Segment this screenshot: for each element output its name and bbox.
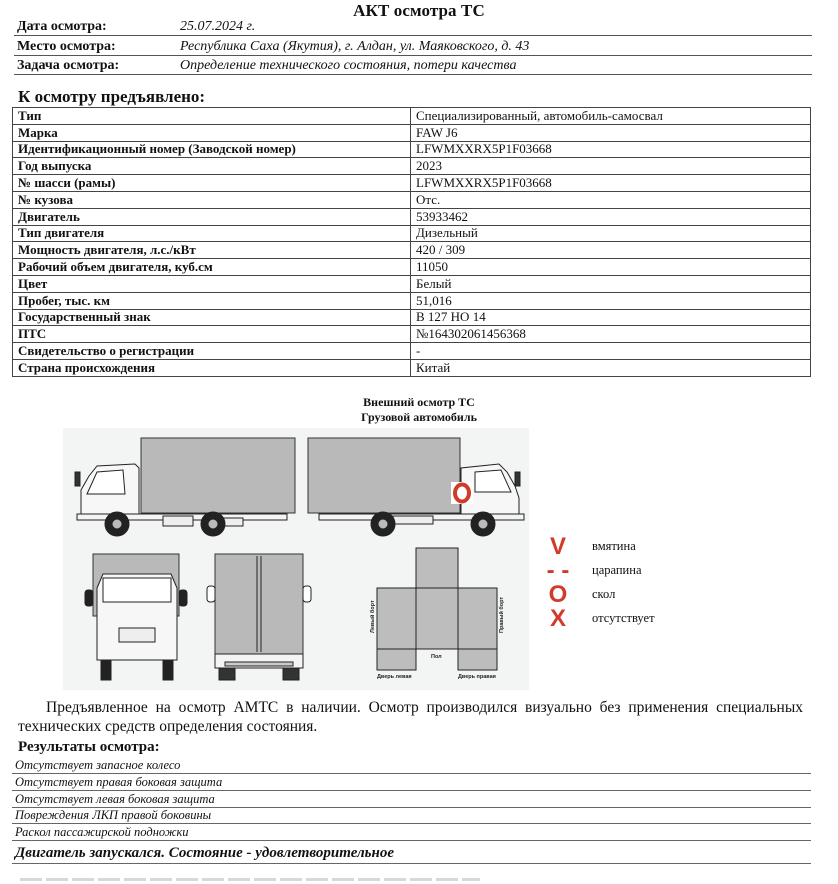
spec-row xyxy=(13,242,811,259)
dent-icon: V xyxy=(549,533,566,560)
spec-row xyxy=(13,359,811,376)
spec-value: Дизельный xyxy=(411,225,811,242)
spec-value: 53933462 xyxy=(411,208,811,225)
spec-value: В 127 НО 14 xyxy=(411,309,811,326)
spec-key: № кузова xyxy=(13,191,411,208)
spec-key: Мощность двигателя, л.с./кВт xyxy=(13,242,411,259)
spec-row xyxy=(13,191,811,208)
result-conclusion: Двигатель запускался. Состояние - удовлетворительное xyxy=(12,844,811,864)
spec-row xyxy=(13,124,811,141)
spec-value: Белый xyxy=(411,275,811,292)
meta-value: Республика Саха (Якутия), г. Алдан, ул. Маяковского, д. 43 xyxy=(180,39,530,54)
spec-value: 420 / 309 xyxy=(411,242,811,259)
scratch-icon: - - xyxy=(546,557,570,584)
panel-right-side xyxy=(458,588,497,649)
diagram-title: Внешний осмотр ТС xyxy=(363,395,475,409)
spec-row xyxy=(13,259,811,276)
result-item: Отсутствует правая боковая защита xyxy=(12,775,811,791)
spec-key: Идентификационный номер (Заводской номер) xyxy=(13,141,411,158)
spec-key: Государственный знак xyxy=(13,309,411,326)
spec-row xyxy=(13,108,811,125)
spec-key: Тип двигателя xyxy=(13,225,411,242)
spec-key: Марка xyxy=(13,124,411,141)
diagram-subtitle: Грузовой автомобиль xyxy=(361,410,477,424)
chip-icon: O xyxy=(548,581,568,608)
spec-key: № шасси (рамы) xyxy=(13,175,411,192)
legend-label: царапина xyxy=(592,563,642,577)
spec-row xyxy=(13,225,811,242)
spec-key: Двигатель xyxy=(13,208,411,225)
label-right-door: Дверь правая xyxy=(458,674,496,680)
legend-item-chip xyxy=(540,583,690,607)
spec-key: Пробег, тыс. км xyxy=(13,292,411,309)
label-right-side: Правый борт xyxy=(499,596,505,633)
spec-value: Специализированный, автомобиль-самосвал xyxy=(411,108,811,125)
spec-value: LFWMXXRX5P1F03668 xyxy=(411,175,811,192)
legend-item-scratch xyxy=(540,559,690,583)
spec-value: №164302061456368 xyxy=(411,326,811,343)
result-item: Отсутствует запасное колесо xyxy=(12,758,811,774)
truck-front-view xyxy=(85,554,187,680)
spec-row xyxy=(13,275,811,292)
panel-left-door xyxy=(377,649,416,670)
spec-row xyxy=(13,175,811,192)
spec-value: 2023 xyxy=(411,158,811,175)
legend-item-missing xyxy=(540,607,690,631)
truck-left-side-view xyxy=(75,438,295,536)
result-item: Отсутствует левая боковая защита xyxy=(12,792,811,808)
meta-label: Дата осмотра: xyxy=(17,19,107,34)
spec-value: Китай xyxy=(411,359,811,376)
spec-value: - xyxy=(411,343,811,360)
legend-label: вмятина xyxy=(592,539,636,553)
vehicle-specs-table xyxy=(12,107,811,377)
spec-key: Год выпуска xyxy=(13,158,411,175)
missing-icon: X xyxy=(549,605,566,632)
panel-floor xyxy=(416,588,458,649)
cargo-body-unfolded xyxy=(377,548,497,670)
spec-row xyxy=(13,326,811,343)
label-floor: Пол xyxy=(431,654,442,660)
meta-label: Место осмотра: xyxy=(17,39,116,54)
spec-row xyxy=(13,208,811,225)
label-left-door: Дверь левая xyxy=(377,674,412,680)
result-item: Повреждения ЛКП правой боковины xyxy=(12,808,811,824)
spec-row xyxy=(13,292,811,309)
panel-front xyxy=(416,548,458,588)
spec-row xyxy=(13,309,811,326)
spec-row xyxy=(13,158,811,175)
truck-inspection-diagram xyxy=(63,428,529,690)
cut-off-text-line xyxy=(20,878,480,881)
panel-right-door xyxy=(458,649,497,670)
presented-heading: К осмотру предъявлено: xyxy=(18,87,206,106)
spec-value: 51,016 xyxy=(411,292,811,309)
spec-key: Тип xyxy=(13,108,411,125)
spec-row xyxy=(13,343,811,360)
inspection-note: Предъявленное на осмотр АМТС в наличии. Осмотр производился визуально без применения специальных технических средств определения состояния. xyxy=(18,699,803,735)
meta-row-task xyxy=(14,57,812,75)
results-heading: Результаты осмотра: xyxy=(18,739,160,755)
meta-value: Определение технического состояния, потери качества xyxy=(180,58,517,73)
spec-key: Рабочий объем двигателя, куб.см xyxy=(13,259,411,276)
spec-value: FAW J6 xyxy=(411,124,811,141)
legend-label: скол xyxy=(592,587,616,601)
damage-mark-chip xyxy=(451,482,473,504)
panel-left-side xyxy=(377,588,416,649)
spec-key: ПТС xyxy=(13,326,411,343)
legend-item-dent xyxy=(540,535,690,559)
meta-row-place xyxy=(14,38,812,56)
spec-key: Цвет xyxy=(13,275,411,292)
result-item: Раскол пассажирской подножки xyxy=(12,825,811,841)
meta-label: Задача осмотра: xyxy=(17,58,120,73)
spec-value: Отс. xyxy=(411,191,811,208)
meta-value: 25.07.2024 г. xyxy=(180,19,256,34)
meta-row-date xyxy=(14,18,812,36)
spec-value: LFWMXXRX5P1F03668 xyxy=(411,141,811,158)
spec-value: 11050 xyxy=(411,259,811,276)
truck-rear-view xyxy=(207,554,311,680)
truck-right-side-view xyxy=(308,438,524,536)
spec-key: Страна происхождения xyxy=(13,359,411,376)
label-left-side: Левый борт xyxy=(370,600,376,633)
spec-row xyxy=(13,141,811,158)
document-title: АКТ осмотра ТС xyxy=(353,1,485,20)
spec-key: Свидетельство о регистрации xyxy=(13,343,411,360)
legend-label: отсутствует xyxy=(592,611,655,625)
